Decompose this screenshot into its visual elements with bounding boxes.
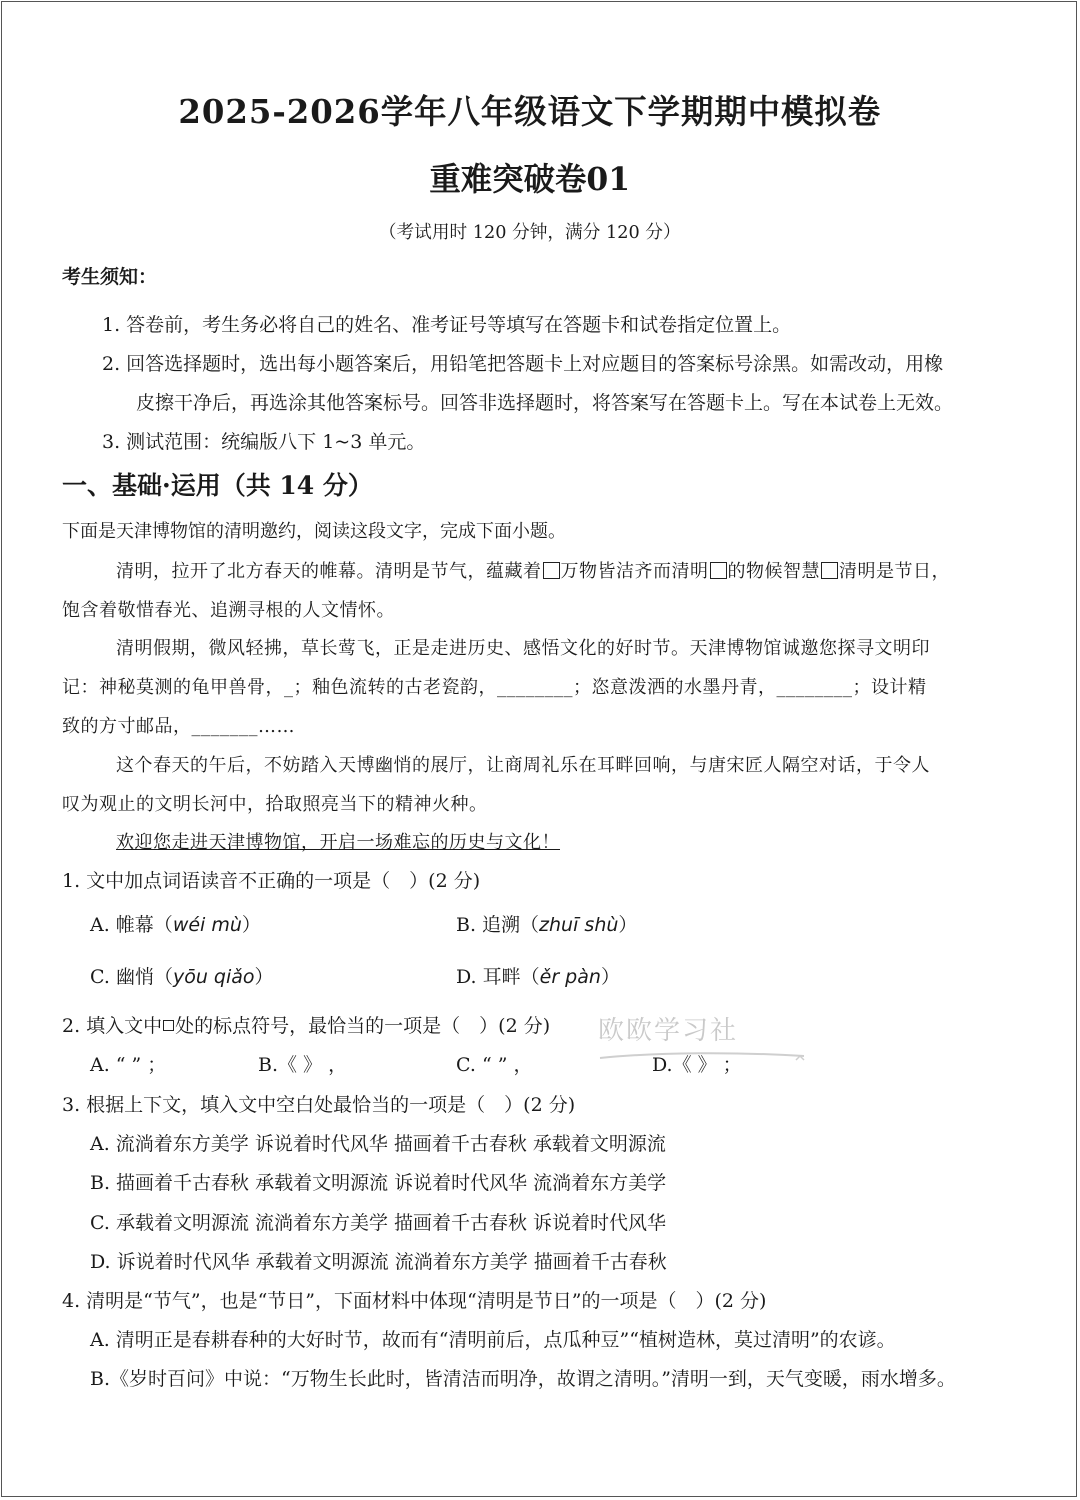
section-intro: 下面是天津博物馆的清明邀约，阅读这段文字，完成下面小题。 bbox=[62, 521, 566, 542]
blank-box-3 bbox=[821, 562, 838, 579]
page-subtitle: 重难突破卷01 bbox=[429, 160, 631, 198]
exam-meta: （考试用时 120 分钟，满分 120 分） bbox=[378, 222, 681, 243]
passage-p3-line1: 这个春天的午后，不妨踏入天博幽悄的展厅，让商周礼乐在耳畔回响，与唐宋匠人隔空对话，于令人 bbox=[116, 755, 930, 776]
q1-d-label: D. 耳畔（ bbox=[456, 966, 540, 988]
passage-p1-seg2: 万物皆洁齐而清明 bbox=[560, 561, 709, 582]
passage-p2-line1: 清明假期，微风轻拂，草长莺飞，正是走进历史、感悟文化的好时节。天津博物馆诚邀您探寻文明印 bbox=[116, 638, 930, 659]
q3-option-b: B. 描画着千古春秋 承载着文明源流 诉说着时代风华 流淌着东方美学 bbox=[90, 1172, 667, 1194]
q3-option-d: D. 诉说着时代风华 承载着文明源流 流淌着东方美学 描画着千古春秋 bbox=[90, 1251, 667, 1273]
passage-p2-line3: 致的方寸邮品，_______…… bbox=[62, 716, 295, 737]
q1-c-end: ） bbox=[254, 966, 274, 988]
notice-item-2: 2. 回答选择题时，选出每小题答案后，用铅笔把答题卡上对应题目的答案标号涂黑。如需改动，用橡 bbox=[102, 353, 944, 375]
q2-option-c: C. “ ” ， bbox=[456, 1054, 533, 1076]
q1-option-a bbox=[90, 910, 261, 937]
q1-b-end: ） bbox=[618, 914, 638, 936]
notice-item-3: 3. 测试范围：统编版八下 1~3 单元。 bbox=[102, 431, 426, 453]
notice-item-2-cont: 皮擦干净后，再选涂其他答案标号。回答非选择题时，将答案写在答题卡上。写在本试卷上无效。 bbox=[136, 392, 954, 414]
q1-a-label: A. 帷幕（ bbox=[90, 914, 173, 936]
notice-item-1: 1. 答卷前，考生务必将自己的姓名、准考证号等填写在答题卡和试卷指定位置上。 bbox=[102, 314, 792, 336]
section-heading: 一、基础·运用（共 14 分） bbox=[62, 471, 373, 500]
q1-a-end: ） bbox=[241, 914, 261, 936]
passage-p1-line1 bbox=[116, 557, 950, 583]
blank-box-2 bbox=[710, 562, 727, 579]
notice-heading: 考生须知： bbox=[62, 266, 158, 288]
q2-option-b: B.《 》 ， bbox=[258, 1054, 348, 1076]
page-title: 2025-2026学年八年级语文下学期期中模拟卷 bbox=[178, 92, 882, 131]
q2-box-glyph bbox=[163, 1020, 174, 1031]
passage-p3-line2: 叹为观止的文明长河中，拾取照亮当下的精神火种。 bbox=[62, 794, 488, 815]
q2-stem-part2: 处的标点符号，最恰当的一项是（ ）(2 分) bbox=[175, 1015, 551, 1037]
q1-a-pinyin: wéi mù bbox=[172, 914, 242, 936]
q3-option-c: C. 承载着文明源流 流淌着东方美学 描画着千古春秋 诉说着时代风华 bbox=[90, 1212, 667, 1234]
watermark-swoosh bbox=[598, 1050, 808, 1062]
q2-stem-part1: 2. 填入文中 bbox=[62, 1015, 163, 1037]
q1-b-label: B. 追溯（ bbox=[456, 914, 540, 936]
q3-option-a: A. 流淌着东方美学 诉说着时代风华 描画着千古春秋 承载着文明源流 bbox=[90, 1133, 666, 1155]
passage-p1-line2: 饱含着敬惜春光、追溯寻根的人文情怀。 bbox=[62, 600, 395, 621]
q1-d-end: ） bbox=[600, 966, 620, 988]
q1-d-pinyin: ěr pàn bbox=[539, 966, 601, 988]
passage-p1-seg1: 清明，拉开了北方春天的帷幕。清明是节气，蕴藏着 bbox=[116, 561, 542, 582]
passage-p1-seg3: 的物候智慧 bbox=[727, 561, 820, 582]
q4-stem: 4. 清明是“节气”，也是“节日”，下面材料中体现“清明是节日”的一项是（ ）(2 分) bbox=[62, 1290, 767, 1312]
q2-stem bbox=[62, 1011, 550, 1038]
passage-p2-line2: 记：神秘莫测的龟甲兽骨，_；釉色流转的古老瓷韵，________；恣意泼洒的水墨丹青，________；设计精 bbox=[62, 677, 927, 698]
q4-option-b: B.《岁时百问》中说：“万物生长此时，皆清洁而明净，故谓之清明。”清明一到，天气变暖，雨水增多。 bbox=[90, 1368, 956, 1390]
q1-option-b bbox=[456, 910, 637, 937]
q1-b-pinyin: zhuī shù bbox=[539, 914, 619, 936]
q1-c-pinyin: yōu qiǎo bbox=[172, 966, 255, 988]
passage-p1-seg4: 清明是节日， bbox=[839, 561, 950, 582]
q3-stem: 3. 根据上下文，填入文中空白处最恰当的一项是（ ）(2 分) bbox=[62, 1094, 576, 1116]
q1-stem: 1. 文中加点词语读音不正确的一项是（ ）(2 分) bbox=[62, 870, 481, 892]
passage-closing: 欢迎您走进天津博物馆，开启一场难忘的历史与文化！ bbox=[116, 832, 560, 853]
q1-c-label: C. 幽悄（ bbox=[90, 966, 173, 988]
q2-option-d: D.《 》 ； bbox=[652, 1054, 742, 1076]
q1-option-d bbox=[456, 962, 620, 989]
q1-option-c bbox=[90, 962, 274, 989]
q2-option-a: A. “ ” ； bbox=[90, 1054, 167, 1076]
blank-box-1 bbox=[543, 562, 560, 579]
q4-option-a: A. 清明正是春耕春种的大好时节，故而有“清明前后，点瓜种豆”“植树造林，莫过清明”的农谚。 bbox=[90, 1329, 896, 1351]
watermark: 欧欧学习社 bbox=[598, 1016, 739, 1046]
